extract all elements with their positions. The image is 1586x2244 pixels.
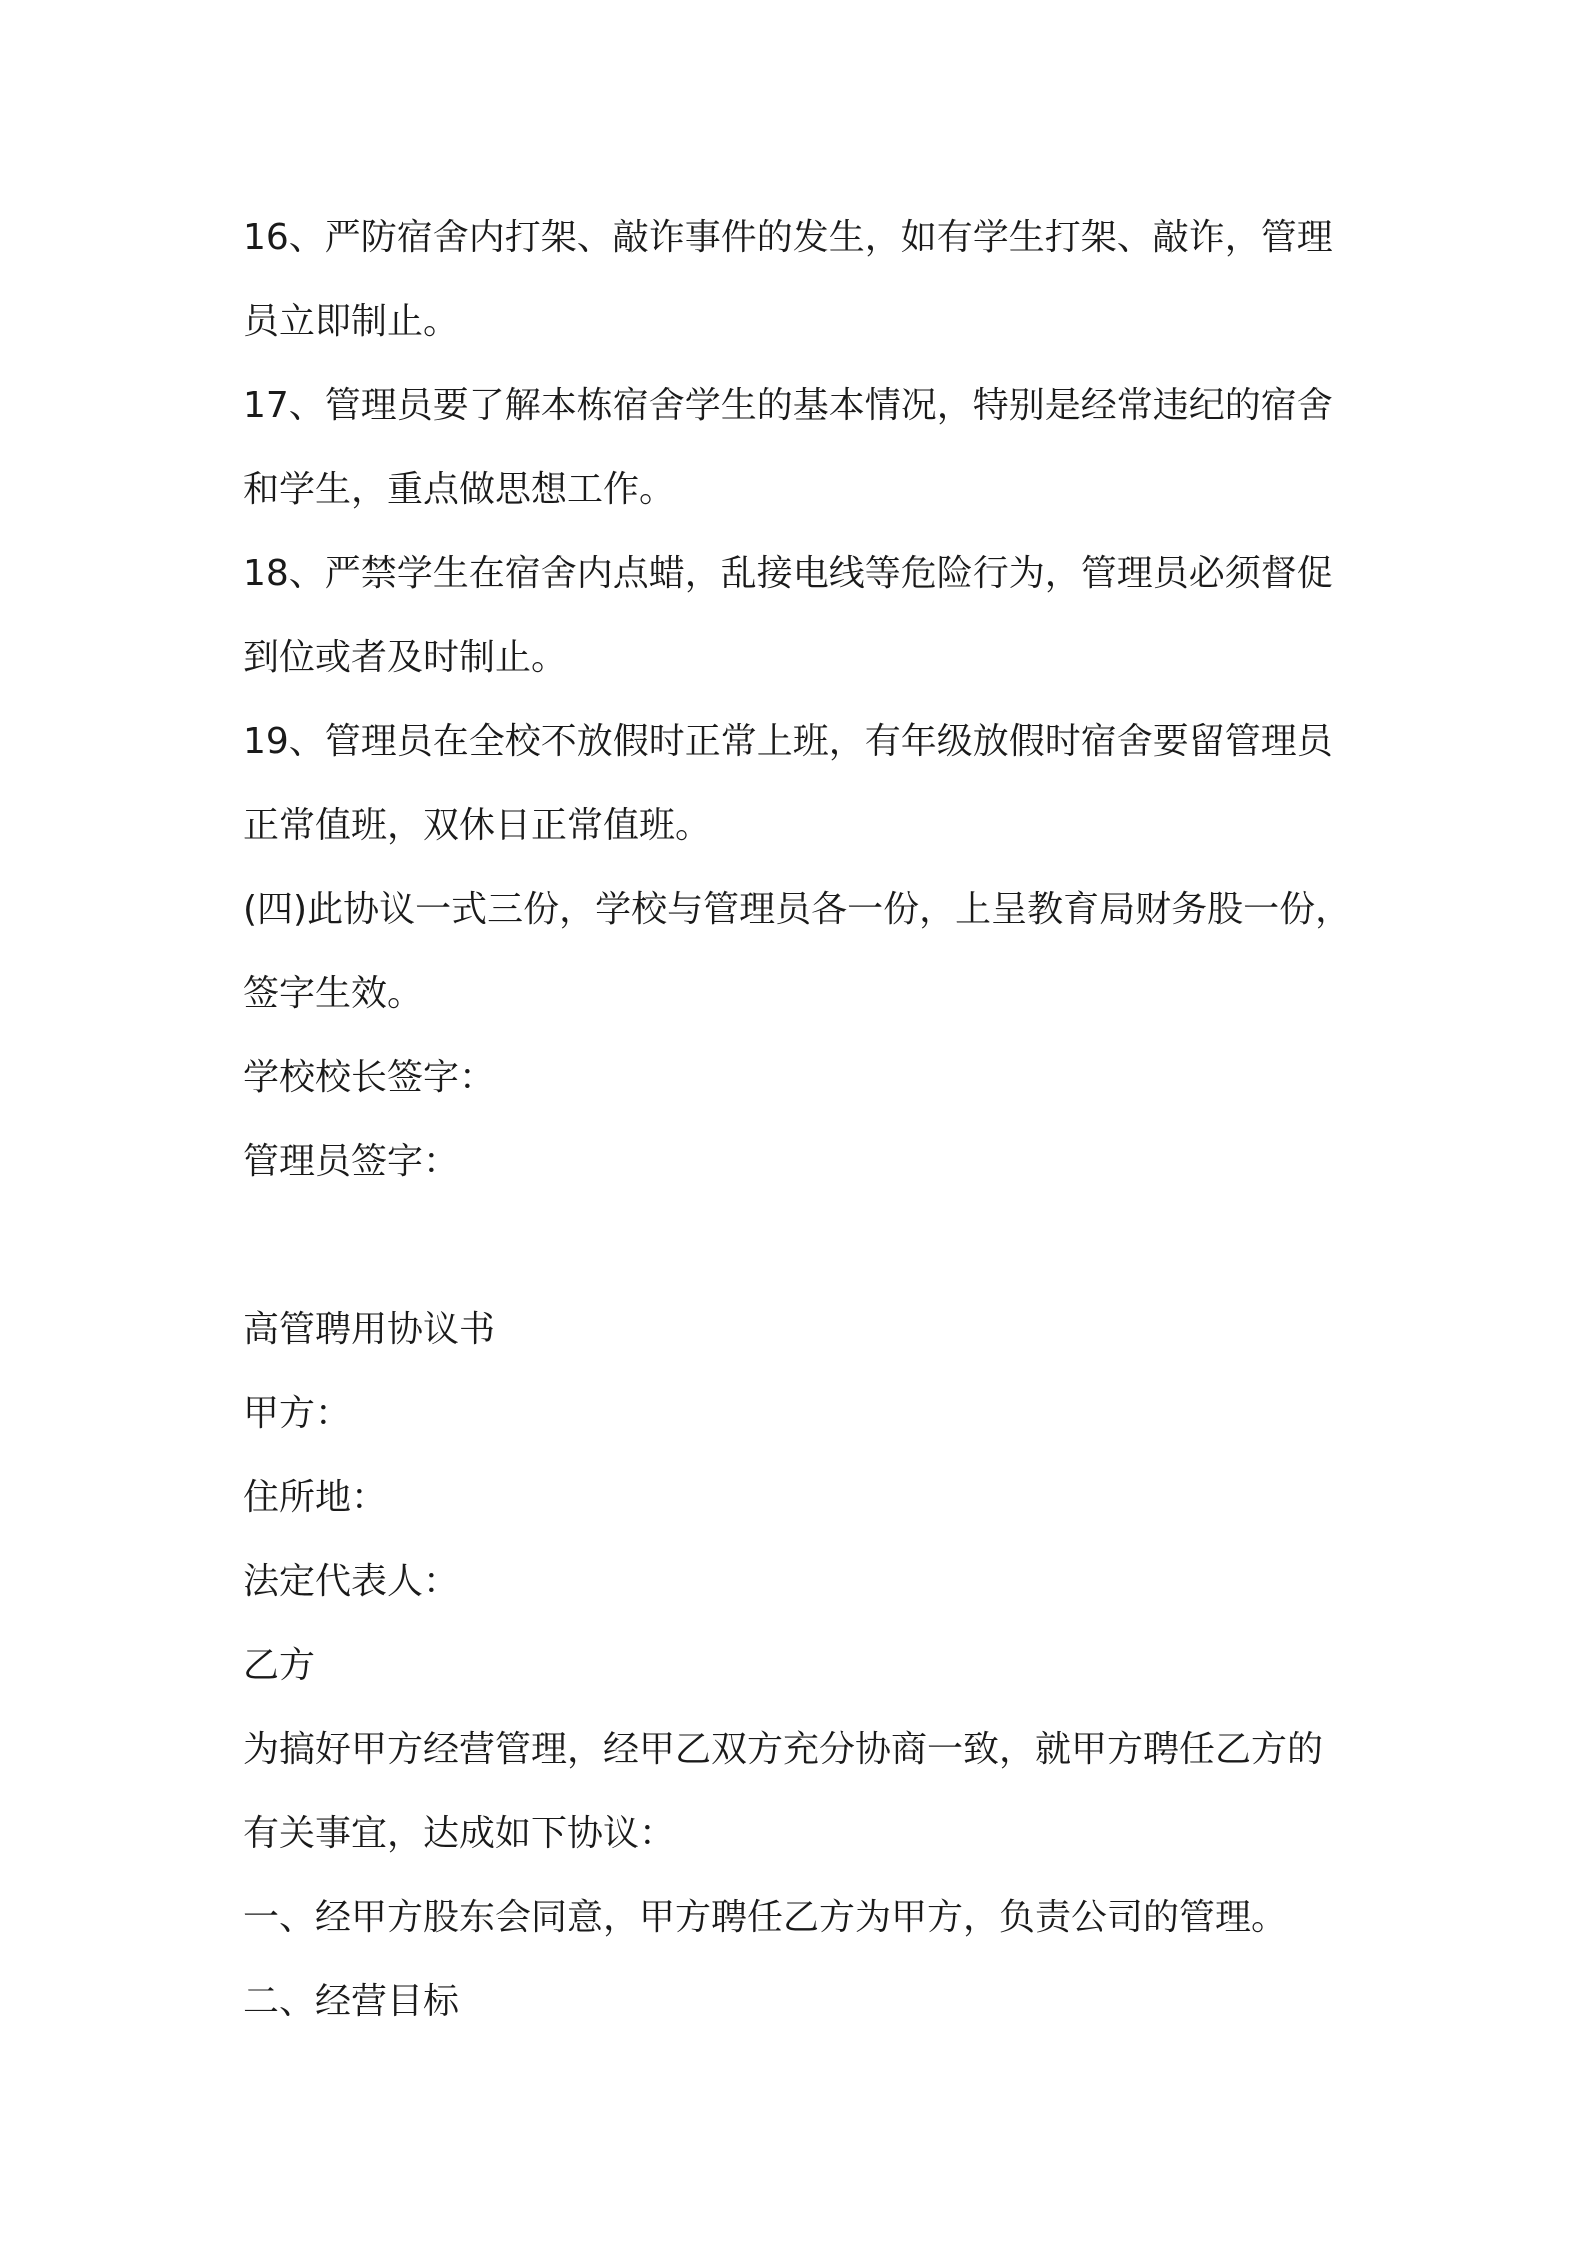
legal-representative-label: 法定代表人： xyxy=(243,1561,460,1602)
text-line: 二、经营目标 xyxy=(243,1981,460,2022)
text-line: 签字生效。 xyxy=(243,973,424,1014)
text-line: 正常值班，双休日正常值班。 xyxy=(243,805,712,846)
text-line: 18、严禁学生在宿舍内点蜡，乱接电线等危险行为，管理员必须督促 xyxy=(243,553,1333,594)
text-line: (四)此协议一式三份，学校与管理员各一份，上呈教育局财务股一份， xyxy=(243,889,1352,930)
agreement-title: 高管聘用协议书 xyxy=(243,1309,496,1350)
manager-signature-label: 管理员签字： xyxy=(243,1141,460,1182)
party-a-label: 甲方： xyxy=(243,1393,352,1434)
section-gap xyxy=(243,1204,1363,1288)
text-line: 17、管理员要了解本栋宿舍学生的基本情况，特别是经常违纪的宿舍 xyxy=(243,385,1333,426)
text-line: 16、严防宿舍内打架、敲诈事件的发生，如有学生打架、敲诈，管理 xyxy=(243,217,1333,258)
address-label: 住所地： xyxy=(243,1477,388,1518)
text-line: 到位或者及时制止。 xyxy=(243,637,568,678)
text-line: 有关事宜，达成如下协议： xyxy=(243,1813,676,1854)
text-line: 员立即制止。 xyxy=(243,301,460,342)
document-body xyxy=(243,196,1363,2044)
text-line: 一、经甲方股东会同意，甲方聘任乙方为甲方，负责公司的管理。 xyxy=(243,1897,1288,1938)
text-line: 为搞好甲方经营管理，经甲乙双方充分协商一致，就甲方聘任乙方的 xyxy=(243,1729,1324,1770)
party-b-label: 乙方 xyxy=(243,1645,316,1686)
principal-signature-label: 学校校长签字： xyxy=(243,1057,496,1098)
text-line: 19、管理员在全校不放假时正常上班，有年级放假时宿舍要留管理员 xyxy=(243,721,1333,762)
text-line: 和学生，重点做思想工作。 xyxy=(243,469,676,510)
